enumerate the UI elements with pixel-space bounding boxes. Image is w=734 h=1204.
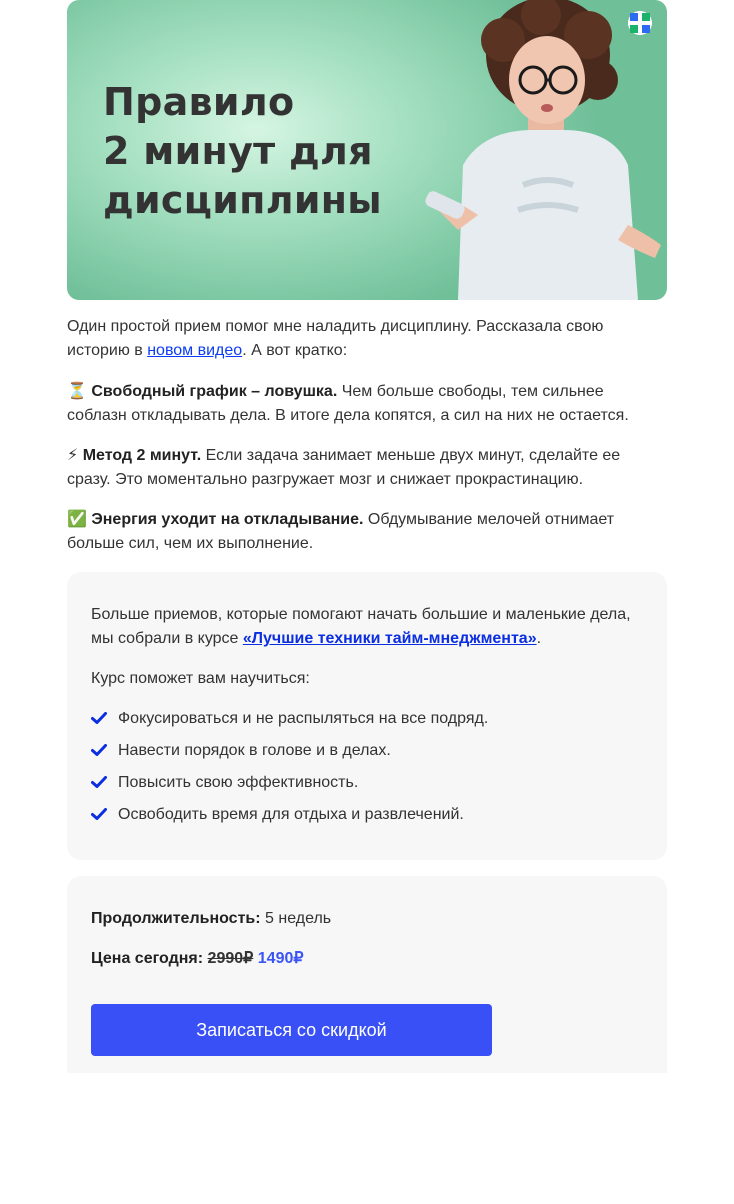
tip-title: Метод 2 минут. [82, 447, 202, 464]
lightning-icon: ⚡ [67, 445, 79, 464]
list-item [91, 771, 643, 803]
tip-text: Обдумывание мелочей отнимает больше сил, чем их выполнение. [67, 511, 615, 552]
offer-box [67, 876, 667, 1073]
check-icon [91, 744, 107, 756]
check-icon [91, 712, 107, 724]
tip-paragraph [67, 443, 667, 492]
price-line [91, 947, 643, 971]
duration-line [91, 907, 643, 931]
hero-title-line: 2 минут для [103, 129, 373, 173]
list-item-text: Повысить свою эффективность. [118, 774, 359, 791]
check-icon [91, 808, 107, 820]
course-paragraph [91, 603, 643, 651]
hourglass-icon: ⏳ [67, 381, 87, 400]
intro-text-end: . А вот кратко: [242, 342, 348, 359]
price-label: Цена сегодня: [91, 950, 204, 967]
intro-paragraph [67, 315, 667, 363]
email-content [67, 0, 667, 1040]
course-text: Больше приемов, которые помогают начать большие и маленькие дела, мы собрали в курсе [91, 606, 631, 647]
benefits-list [91, 707, 643, 835]
new-video-link[interactable]: новом видео [147, 342, 243, 359]
new-price: 1490₽ [257, 950, 304, 967]
enroll-discount-button[interactable]: Записаться со скидкой [91, 1004, 492, 1056]
list-item-text: Навести порядок в голове и в делах. [118, 742, 391, 759]
course-text-end: . [536, 630, 542, 647]
old-price: 2990₽ [207, 950, 254, 967]
duration-label: Продолжительность: [91, 910, 261, 927]
intro-text: Один простой прием помог мне наладить дисциплину. Рассказала свою историю в [67, 318, 604, 359]
list-item-text: Фокусироваться и не распыляться на все подряд. [118, 710, 489, 727]
course-link[interactable]: «Лучшие техники тайм-мнеджмента» [242, 630, 537, 647]
tip-title: Свободный график – ловушка. [91, 383, 338, 400]
list-item-text: Освободить время для отдыха и развлечений. [118, 806, 464, 823]
hero-title [103, 78, 382, 225]
tip-title: Энергия уходит на откладывание. [91, 511, 364, 528]
duration-value: 5 недель [260, 910, 332, 927]
tip-paragraph [67, 507, 667, 556]
check-icon [91, 776, 107, 788]
hero-title-line: дисциплины [103, 178, 382, 222]
hero-title-line: Правило [103, 80, 295, 124]
list-item [91, 707, 643, 739]
list-item [91, 803, 643, 835]
presenter-photo [423, 0, 667, 300]
hero-banner[interactable] [67, 0, 667, 300]
tip-text: Если задача занимает меньше двух минут, сделайте ее сразу. Это моментально разгружает мозг и снижает прокрастинацию. [67, 447, 621, 488]
list-item [91, 739, 643, 771]
tip-paragraph [67, 379, 667, 428]
check-mark-button-icon: ✅ [67, 509, 87, 528]
course-list-intro: Курс поможет вам научиться: [91, 670, 310, 687]
tip-text: Чем больше свободы, тем сильнее соблазн откладывать дела. В итоге дела копятся, а сил на них не остается. [67, 383, 629, 424]
course-info-box [67, 572, 667, 860]
